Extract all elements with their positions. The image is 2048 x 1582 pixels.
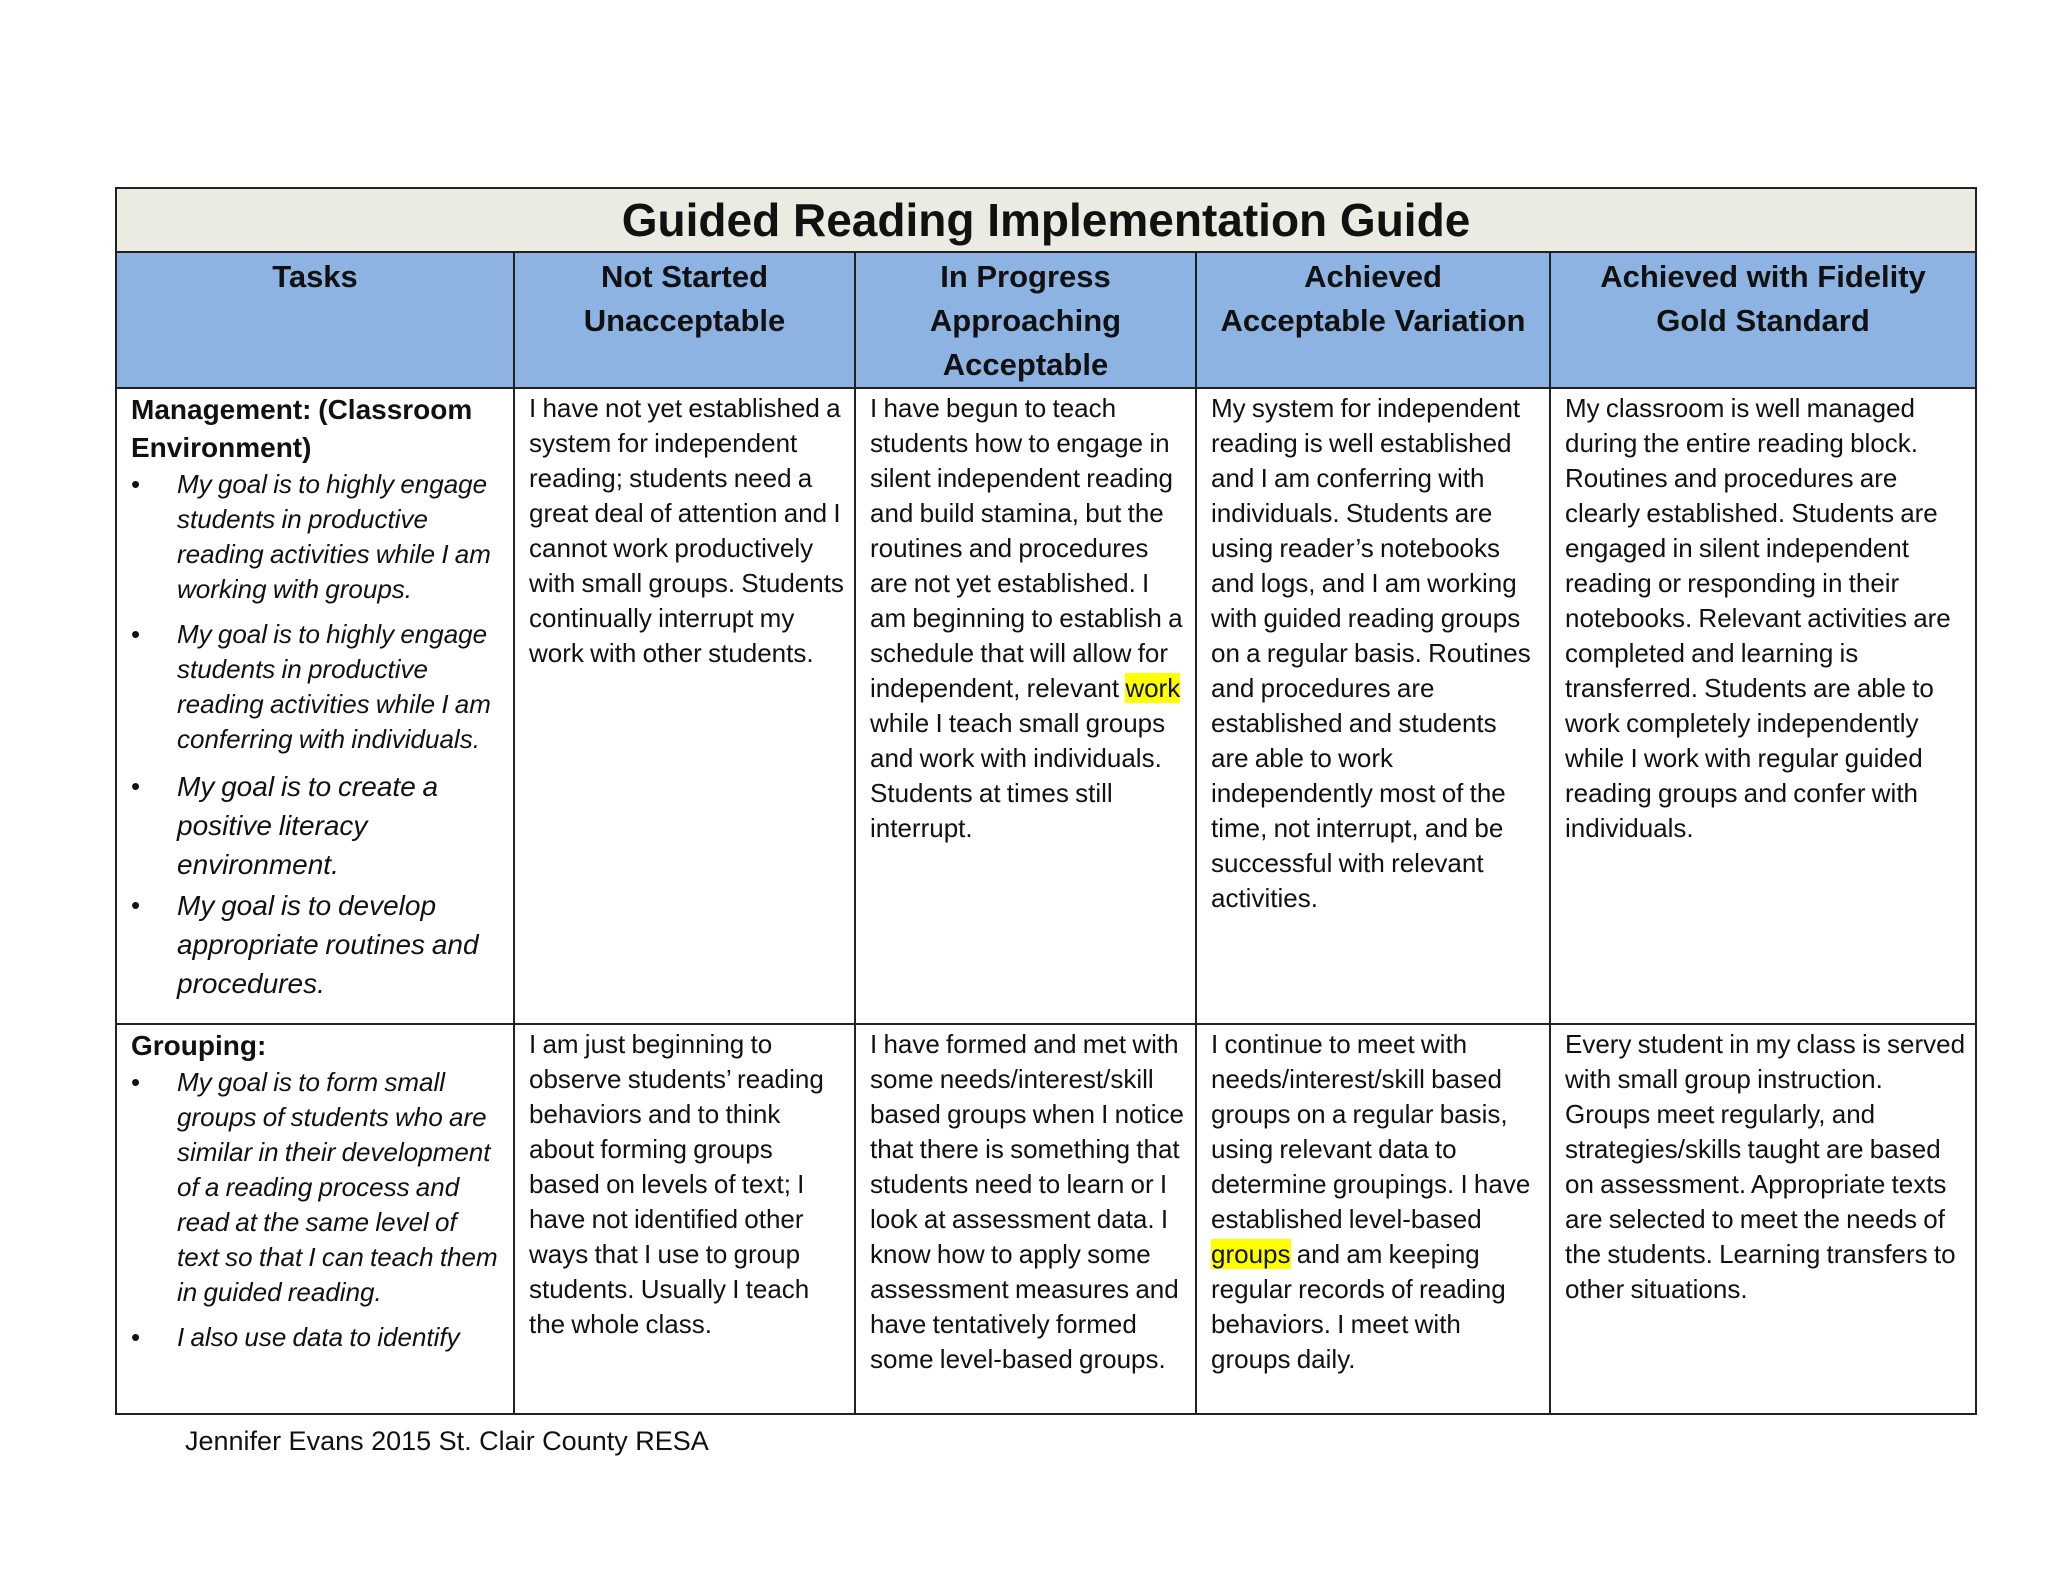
goal-item bbox=[131, 886, 503, 1003]
goal-text: My goal is to create a positive literacy environment. bbox=[177, 771, 439, 880]
header-line: Gold Standard bbox=[1656, 303, 1870, 338]
table-title: Guided Reading Implementation Guide bbox=[116, 188, 1976, 252]
header-achieved bbox=[1196, 252, 1550, 388]
achieved-cell bbox=[1196, 1024, 1550, 1414]
goal-item bbox=[131, 1065, 503, 1310]
task-title: Grouping: bbox=[131, 1030, 267, 1061]
task-cell-grouping bbox=[116, 1024, 514, 1414]
bullet-icon: • bbox=[131, 1322, 141, 1352]
table-row-grouping bbox=[116, 1024, 1976, 1414]
footer-credit: Jennifer Evans 2015 St. Clair County RESA bbox=[185, 1426, 709, 1456]
highlighted-word: groups bbox=[1211, 1239, 1291, 1269]
bullet-icon: • bbox=[131, 1067, 141, 1097]
task-cell-management bbox=[116, 388, 514, 1024]
bullet-icon: • bbox=[131, 469, 141, 499]
goal-text: My goal is to form small groups of students who are similar in their development of a reading process and read at the same level of text so that I can teach them in guided reading. bbox=[177, 1067, 498, 1307]
header-tasks bbox=[116, 252, 514, 388]
header-not-started bbox=[514, 252, 855, 388]
goal-item bbox=[131, 617, 503, 757]
header-line: In Progress bbox=[940, 259, 1111, 294]
table-row-management bbox=[116, 388, 1976, 1024]
goal-text: My goal is to develop appropriate routines and procedures. bbox=[177, 890, 479, 999]
bullet-icon: • bbox=[131, 619, 141, 649]
header-line: Acceptable Variation bbox=[1220, 303, 1526, 338]
not-started-cell: I have not yet established a system for independent reading; students need a great deal of attention and I cannot work productively with small groups. Students continually interrupt my work with other students. bbox=[514, 388, 855, 1024]
achieved-cell: My system for independent reading is well established and I am conferring with individuals. Students are using reader’s notebooks and logs, and I am working with guided reading groups on a regular basis. Routines and procedures are established and students are able to work independently most of the time, not interrupt, and be successful with relevant activities. bbox=[1196, 388, 1550, 1024]
highlighted-word: work bbox=[1125, 673, 1181, 703]
header-line: Approaching bbox=[929, 303, 1122, 338]
goal-item bbox=[131, 1320, 503, 1355]
task-title: Management: (Classroom Environment) bbox=[131, 394, 473, 463]
goal-item bbox=[131, 767, 503, 884]
fidelity-cell: Every student in my class is served with small group instruction. Groups meet regularly, and strategies/skills taught are based on assessment. Appropriate texts are selected to meet the needs of the students. Learning transfers to other situations. bbox=[1550, 1024, 1976, 1414]
not-started-cell: I am just beginning to observe students’ reading behaviors and to think about forming groups based on levels of text; I have not identified other ways that I use to group students. Usually I teach the whole class. bbox=[514, 1024, 855, 1414]
goal-list bbox=[131, 1065, 503, 1355]
in-progress-cell bbox=[855, 388, 1196, 1024]
header-row bbox=[116, 252, 1976, 388]
cell-text: I have begun to teach students how to engage in silent independent reading and build stamina, but the routines and procedures are not yet established. I am beginning to establish a schedule that will allow for independent, relevant bbox=[870, 393, 1183, 703]
header-line: Acceptable bbox=[942, 347, 1109, 382]
goal-list bbox=[131, 467, 503, 1003]
fidelity-cell: My classroom is well managed during the entire reading block. Routines and procedures are clearly established. Students are engaged in silent independent reading or responding in their notebooks. Relevant activities are completed and learning is transferred. Students are able to work completely independently while I work with regular guided reading groups and confer with individuals. bbox=[1550, 388, 1976, 1024]
goal-text: My goal is to highly engage students in productive reading activities while I am working with groups. bbox=[177, 469, 491, 604]
header-line: Achieved with Fidelity bbox=[1600, 259, 1926, 294]
cell-text: while I teach small groups and work with individuals. Students at times still interrupt. bbox=[870, 708, 1166, 843]
header-line: Unacceptable bbox=[583, 303, 786, 338]
implementation-guide-table bbox=[115, 187, 1977, 1415]
header-fidelity bbox=[1550, 252, 1976, 388]
bullet-icon: • bbox=[131, 890, 141, 920]
header-line: Tasks bbox=[272, 259, 358, 294]
bullet-icon: • bbox=[131, 771, 141, 801]
goal-text: I also use data to identify bbox=[177, 1322, 460, 1352]
in-progress-cell: I have formed and met with some needs/interest/skill based groups when I notice that there is something that students need to learn or I look at assessment data. I know how to apply some assessment measures and have tentatively formed some level-based groups. bbox=[855, 1024, 1196, 1414]
goal-text: My goal is to highly engage students in productive reading activities while I am conferring with individuals. bbox=[177, 619, 491, 754]
goal-item bbox=[131, 467, 503, 607]
cell-text: and am keeping regular records of reading behaviors. I meet with groups daily. bbox=[1211, 1239, 1506, 1374]
header-line: Achieved bbox=[1304, 259, 1442, 294]
cell-text: I continue to meet with needs/interest/skill based groups on a regular basis, using relevant data to determine groupings. I have established level-based bbox=[1211, 1029, 1531, 1234]
header-line: Not Started bbox=[600, 259, 769, 294]
header-in-progress bbox=[855, 252, 1196, 388]
